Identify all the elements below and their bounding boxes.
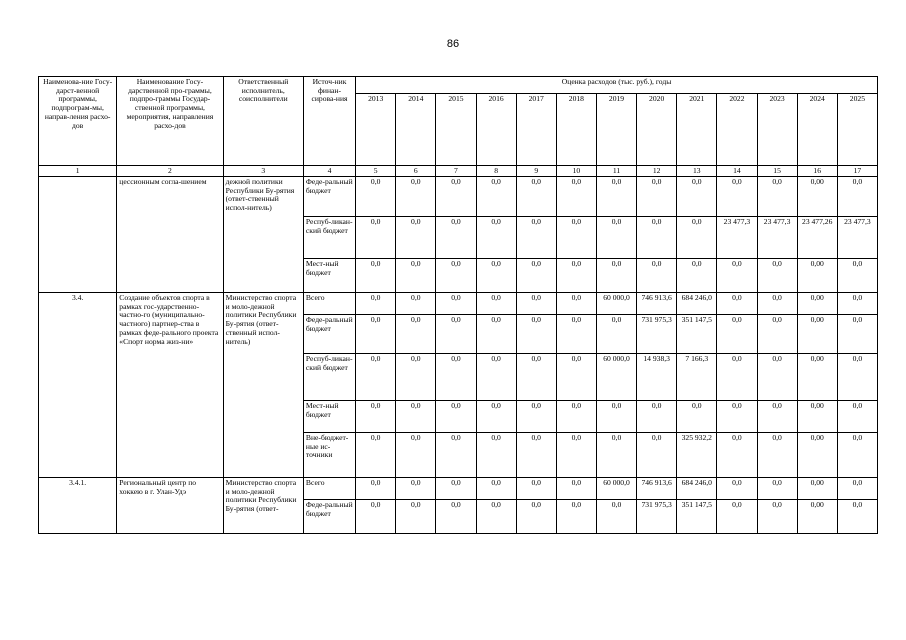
amount-cell: 684 246,0 <box>677 293 717 315</box>
amount-cell: 0,0 <box>396 315 436 354</box>
amount-cell: 0,0 <box>677 401 717 433</box>
amount-cell: 0,0 <box>396 354 436 401</box>
amount-cell: 0,0 <box>717 478 757 500</box>
column-number: 2 <box>117 166 223 177</box>
amount-cell: 0,0 <box>476 315 516 354</box>
amount-cell: 0,0 <box>757 500 797 534</box>
amount-cell: 746 913,6 <box>637 478 677 500</box>
amount-cell: 0,0 <box>556 354 596 401</box>
funding-source: Всего <box>303 478 355 500</box>
amount-cell: 0,0 <box>596 315 636 354</box>
amount-cell: 0,0 <box>837 315 877 354</box>
amount-cell: 0,0 <box>396 433 436 478</box>
header-year: 2024 <box>797 94 837 166</box>
amount-cell: 0,0 <box>356 500 396 534</box>
amount-cell: 0,0 <box>556 293 596 315</box>
item-executor: дежной политики Республики Бу-рятия (ответ-ственный испол-нитель) <box>223 177 303 293</box>
amount-cell: 0,0 <box>356 259 396 293</box>
amount-cell: 0,0 <box>757 259 797 293</box>
amount-cell: 0,0 <box>596 433 636 478</box>
amount-cell: 0,0 <box>476 259 516 293</box>
amount-cell: 23 477,26 <box>797 217 837 259</box>
funding-source: Всего <box>303 293 355 315</box>
amount-cell: 0,0 <box>396 177 436 217</box>
amount-cell: 14 938,3 <box>637 354 677 401</box>
column-number: 12 <box>637 166 677 177</box>
amount-cell: 0,0 <box>476 433 516 478</box>
amount-cell: 0,0 <box>356 401 396 433</box>
table-row <box>39 478 878 500</box>
expenditure-table <box>38 76 878 534</box>
amount-cell: 351 147,5 <box>677 315 717 354</box>
amount-cell: 0,0 <box>476 293 516 315</box>
amount-cell: 0,0 <box>476 500 516 534</box>
amount-cell: 0,0 <box>436 478 476 500</box>
amount-cell: 0,0 <box>837 259 877 293</box>
amount-cell: 0,0 <box>837 177 877 217</box>
amount-cell: 0,00 <box>797 401 837 433</box>
amount-cell: 0,0 <box>516 177 556 217</box>
amount-cell: 0,0 <box>556 259 596 293</box>
header-year: 2023 <box>757 94 797 166</box>
item-code: 3.4. <box>39 293 117 478</box>
column-number: 17 <box>837 166 877 177</box>
amount-cell: 0,0 <box>436 293 476 315</box>
amount-cell: 0,0 <box>476 217 516 259</box>
amount-cell: 0,0 <box>516 401 556 433</box>
amount-cell: 0,0 <box>717 315 757 354</box>
amount-cell: 0,0 <box>837 433 877 478</box>
amount-cell: 0,0 <box>396 293 436 315</box>
table-row <box>39 177 878 217</box>
amount-cell: 0,0 <box>717 177 757 217</box>
amount-cell: 60 000,0 <box>596 293 636 315</box>
column-number: 14 <box>717 166 757 177</box>
funding-source: Мест-ный бюджет <box>303 259 355 293</box>
amount-cell: 0,0 <box>356 315 396 354</box>
amount-cell: 0,0 <box>436 433 476 478</box>
header-year: 2014 <box>396 94 436 166</box>
column-number: 15 <box>757 166 797 177</box>
amount-cell: 0,0 <box>476 401 516 433</box>
amount-cell: 0,0 <box>596 177 636 217</box>
amount-cell: 0,0 <box>396 500 436 534</box>
amount-cell: 0,00 <box>797 500 837 534</box>
header-year: 2017 <box>516 94 556 166</box>
header-row-top <box>39 77 878 94</box>
amount-cell: 0,0 <box>436 500 476 534</box>
header-year: 2019 <box>596 94 636 166</box>
header-estimate: Оценка расходов (тыс. руб.), годы <box>356 77 878 94</box>
amount-cell: 0,0 <box>356 217 396 259</box>
amount-cell: 0,0 <box>356 354 396 401</box>
amount-cell: 0,0 <box>556 315 596 354</box>
amount-cell: 0,0 <box>717 401 757 433</box>
amount-cell: 0,0 <box>717 354 757 401</box>
funding-source: Мест-ный бюджет <box>303 401 355 433</box>
funding-source: Респуб-ликан-ский бюджет <box>303 217 355 259</box>
amount-cell: 731 975,3 <box>637 315 677 354</box>
column-number: 6 <box>396 166 436 177</box>
amount-cell: 0,0 <box>556 433 596 478</box>
amount-cell: 0,0 <box>436 259 476 293</box>
header-col-3: Ответственный исполнитель, соисполнители <box>223 77 303 166</box>
amount-cell: 0,0 <box>717 500 757 534</box>
column-numbers-row <box>39 166 878 177</box>
column-number: 7 <box>436 166 476 177</box>
amount-cell: 0,0 <box>717 433 757 478</box>
header-year: 2013 <box>356 94 396 166</box>
amount-cell: 0,0 <box>596 401 636 433</box>
funding-source: Вне-бюджет-ные ис-точники <box>303 433 355 478</box>
amount-cell: 0,0 <box>516 217 556 259</box>
header-year: 2021 <box>677 94 717 166</box>
header-col-1: Наименова-ние Госу-дарст-венной программы, подпрограм-мы, направ-ления расхо-дов <box>39 77 117 166</box>
item-name: Региональный центр по хоккею в г. Улан-Удэ <box>117 478 223 534</box>
item-executor: Министерство спорта и моло-дежной политики Республики Бу-рятия (ответ- <box>223 478 303 534</box>
column-number: 4 <box>303 166 355 177</box>
amount-cell: 0,0 <box>356 433 396 478</box>
amount-cell: 0,0 <box>837 293 877 315</box>
header-col-2: Наименование Госу-дарственной про-граммы, подпро-граммы Государ-ственной программы, мероприятия, направления расхо-дов <box>117 77 223 166</box>
amount-cell: 23 477,3 <box>837 217 877 259</box>
funding-source: Феде-ральный бюджет <box>303 177 355 217</box>
funding-source: Феде-ральный бюджет <box>303 315 355 354</box>
amount-cell: 0,0 <box>757 478 797 500</box>
item-name: цессионным согла-шением <box>117 177 223 293</box>
amount-cell: 0,0 <box>596 500 636 534</box>
amount-cell: 0,00 <box>797 315 837 354</box>
amount-cell: 0,0 <box>436 217 476 259</box>
amount-cell: 0,0 <box>396 217 436 259</box>
column-number: 13 <box>677 166 717 177</box>
amount-cell: 0,0 <box>516 259 556 293</box>
column-number: 8 <box>476 166 516 177</box>
column-number: 3 <box>223 166 303 177</box>
table-body <box>39 177 878 534</box>
column-number: 1 <box>39 166 117 177</box>
amount-cell: 0,0 <box>757 401 797 433</box>
item-executor: Министерство спорта и моло-дежной политики Республики Бу-рятия (ответ-ственный испол-нитель) <box>223 293 303 478</box>
amount-cell: 325 932,2 <box>677 433 717 478</box>
amount-cell: 0,0 <box>677 259 717 293</box>
amount-cell: 0,0 <box>556 478 596 500</box>
amount-cell: 0,0 <box>556 217 596 259</box>
amount-cell: 0,0 <box>556 177 596 217</box>
amount-cell: 0,0 <box>476 177 516 217</box>
amount-cell: 0,0 <box>757 293 797 315</box>
item-name: Создание объектов спорта в рамках гос-ударственно- частно-го (муниципально-частного) партнер-ства в рамках феде-рального проекта «Спорт норма жиз-ни» <box>117 293 223 478</box>
amount-cell: 0,0 <box>436 315 476 354</box>
amount-cell: 0,00 <box>797 177 837 217</box>
amount-cell: 0,0 <box>637 259 677 293</box>
funding-source: Феде-ральный бюджет <box>303 500 355 534</box>
amount-cell: 0,0 <box>837 478 877 500</box>
amount-cell: 0,0 <box>356 293 396 315</box>
amount-cell: 23 477,3 <box>717 217 757 259</box>
amount-cell: 0,0 <box>596 259 636 293</box>
amount-cell: 0,0 <box>717 259 757 293</box>
header-year: 2022 <box>717 94 757 166</box>
amount-cell: 0,0 <box>356 177 396 217</box>
amount-cell: 0,0 <box>757 354 797 401</box>
amount-cell: 0,0 <box>396 478 436 500</box>
amount-cell: 0,0 <box>757 315 797 354</box>
column-number: 10 <box>556 166 596 177</box>
page-number: 86 <box>446 38 460 50</box>
amount-cell: 0,0 <box>476 354 516 401</box>
amount-cell: 0,00 <box>797 259 837 293</box>
amount-cell: 0,0 <box>516 354 556 401</box>
column-number: 11 <box>596 166 636 177</box>
amount-cell: 0,0 <box>757 433 797 478</box>
amount-cell: 0,0 <box>837 401 877 433</box>
amount-cell: 731 975,3 <box>637 500 677 534</box>
amount-cell: 0,0 <box>516 500 556 534</box>
header-year: 2016 <box>476 94 516 166</box>
amount-cell: 351 147,5 <box>677 500 717 534</box>
amount-cell: 0,0 <box>717 293 757 315</box>
amount-cell: 0,0 <box>677 177 717 217</box>
amount-cell: 0,0 <box>556 401 596 433</box>
amount-cell: 0,0 <box>677 217 717 259</box>
amount-cell: 0,0 <box>516 315 556 354</box>
amount-cell: 7 166,3 <box>677 354 717 401</box>
amount-cell: 0,0 <box>637 433 677 478</box>
item-code: 3.4.1. <box>39 478 117 534</box>
header-year: 2015 <box>436 94 476 166</box>
amount-cell: 0,0 <box>356 478 396 500</box>
table-row <box>39 293 878 315</box>
amount-cell: 0,00 <box>797 478 837 500</box>
amount-cell: 0,0 <box>837 500 877 534</box>
amount-cell: 0,0 <box>516 293 556 315</box>
amount-cell: 0,00 <box>797 293 837 315</box>
funding-source: Респуб-ликан-ский бюджет <box>303 354 355 401</box>
amount-cell: 684 246,0 <box>677 478 717 500</box>
amount-cell: 23 477,3 <box>757 217 797 259</box>
amount-cell: 60 000,0 <box>596 354 636 401</box>
amount-cell: 0,0 <box>757 177 797 217</box>
column-number: 9 <box>516 166 556 177</box>
amount-cell: 0,00 <box>797 433 837 478</box>
amount-cell: 0,0 <box>436 354 476 401</box>
amount-cell: 0,0 <box>476 478 516 500</box>
header-col-4: Источ-ник финан-сирова-ния <box>303 77 355 166</box>
amount-cell: 0,0 <box>637 401 677 433</box>
amount-cell: 0,0 <box>396 401 436 433</box>
amount-cell: 0,0 <box>436 177 476 217</box>
column-number: 16 <box>797 166 837 177</box>
amount-cell: 0,00 <box>797 354 837 401</box>
amount-cell: 0,0 <box>516 478 556 500</box>
amount-cell: 0,0 <box>637 177 677 217</box>
item-code <box>39 177 117 293</box>
amount-cell: 746 913,6 <box>637 293 677 315</box>
amount-cell: 0,0 <box>436 401 476 433</box>
amount-cell: 0,0 <box>396 259 436 293</box>
header-year: 2018 <box>556 94 596 166</box>
amount-cell: 0,0 <box>837 354 877 401</box>
header-year: 2025 <box>837 94 877 166</box>
amount-cell: 0,0 <box>596 217 636 259</box>
amount-cell: 0,0 <box>556 500 596 534</box>
amount-cell: 60 000,0 <box>596 478 636 500</box>
amount-cell: 0,0 <box>516 433 556 478</box>
column-number: 5 <box>356 166 396 177</box>
header-year: 2020 <box>637 94 677 166</box>
amount-cell: 0,0 <box>637 217 677 259</box>
